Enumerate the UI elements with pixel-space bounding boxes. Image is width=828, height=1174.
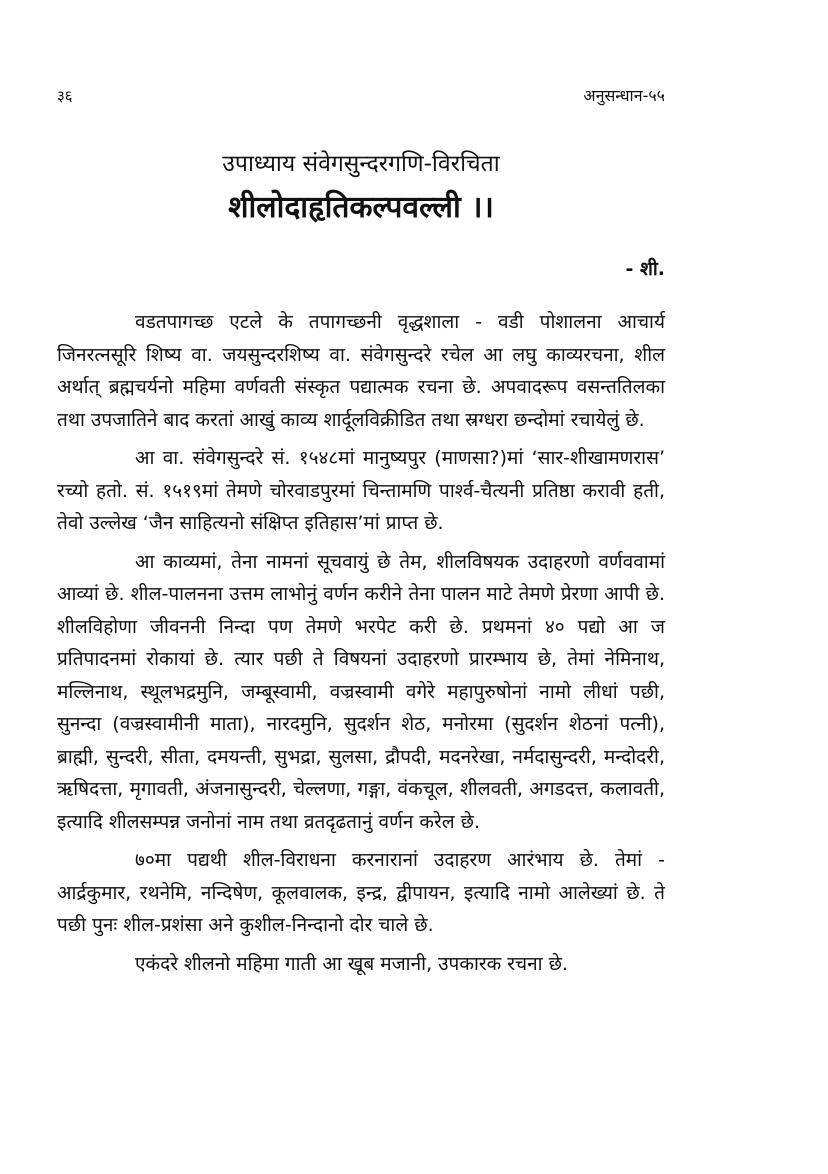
paragraph: वडतपागच्छ एटले के तपागच्छनी वृद्धशाला - वडी पोशालना आचार्य जिनरत्नसूरि शिष्य वा. जयसुन्दरशिष्य वा. संवेगसुन्दरे रचेल आ लघु काव्यरचना, शील अर्थात् ब्रह्मचर्यनो महिमा वर्णवती संस्कृत पद्यात्मक रचना छे. अपवादरूप वसन्ततिलका तथा उपजातिने बाद करतां आखुं काव्य शार्दूलविक्रीडित तथा स्रग्धरा छन्दोमां रचायेलुं छे. — [57, 311, 665, 431]
page-number: ३६ — [57, 87, 73, 105]
paragraph: आ काव्यमां, तेना नामनां सूचवायुं छे तेम, शीलविषयक उदाहरणो वर्णववामां आव्यां छे. शील-पालनना उत्तम लाभोनुं वर्णन करीने तेना पालन माटे तेमणे प्रेरणा आपी छे. शीलविहोणा जीवननी निन्दा पण तेमणे भरपेट करी छे. प्रथमनां ४० पद्यो आ ज प्रतिपादनमां रोकायां छे. त्यार पछी ते विषयनां उदाहरणो प्रारम्भाय छे, तेमां नेमिनाथ, मल्लिनाथ, स्थूलभद्रमुनि, जम्बूस्वामी, वज्रस्वामी वगेरे महापुरुषोनां नामो लीधां पछी, सुनन्दा (वज्रस्वामीनी माता), नारदमुनि, सुदर्शन शेठ, मनोरमा (सुदर्शन शेठनां पत्नी), ब्राह्मी, सुन्दरी, सीता, दमयन्ती, सुभद्रा, सुलसा, द्रौपदी, मदनरेखा, नर्मदासुन्दरी, मन्दोदरी, ऋषिदत्ता, मृगावती, अंजनासुन्दरी, चेल्लणा, गङ्गा, वंकचूल, शीलवती, अगडदत्त, कलावती, इत्यादि शीलसम्पन्न जनोनां नाम तथा व्रतदृढतानुं वर्णन करेल छे. — [57, 550, 665, 833]
article-subtitle: उपाध्याय संवेगसुन्दरगणि-विरचिता — [222, 151, 500, 177]
article-body — [57, 306, 665, 980]
running-head-title: अनुसन्धान-५५ — [583, 86, 665, 105]
paragraph: ७०मा पद्यथी शील-विराधना करनारानां उदाहरण आरंभाय छे. तेमां - आर्द्रकुमार, रथनेमि, नन्दिषेण, कूलवालक, इन्द्र, द्वीपायन, इत्यादि नामो आलेख्यां छे. ते पछी पुनः शील-प्रशंसा अने कुशील-निन्दानो दोर चाले छे. — [57, 849, 665, 936]
running-head — [57, 80, 665, 110]
article-author: - शी. — [625, 258, 665, 280]
paragraph: एकंदरे शीलनो महिमा गाती आ खूब मजानी, उपकारक रचना छे. — [135, 952, 568, 975]
paragraph: आ वा. संवेगसुन्दरे सं. १५४८मां मानुष्यपुर (माणसा?)मां ‘सार-शीखामणरास’ रच्यो हतो. सं. १५१९मां तेमणे चोरवाडपुरमां चिन्तामणि पार्श्व-चैत्यनी प्रतिष्ठा करावी हती, तेवो उल्लेख ‘जैन साहित्यनो संक्षिप्त इतिहास’मां प्राप्त छे. — [57, 447, 665, 534]
document-page — [57, 80, 665, 986]
article-title: शीलोदाहृतिकल्पवल्ली ।। — [228, 190, 494, 225]
